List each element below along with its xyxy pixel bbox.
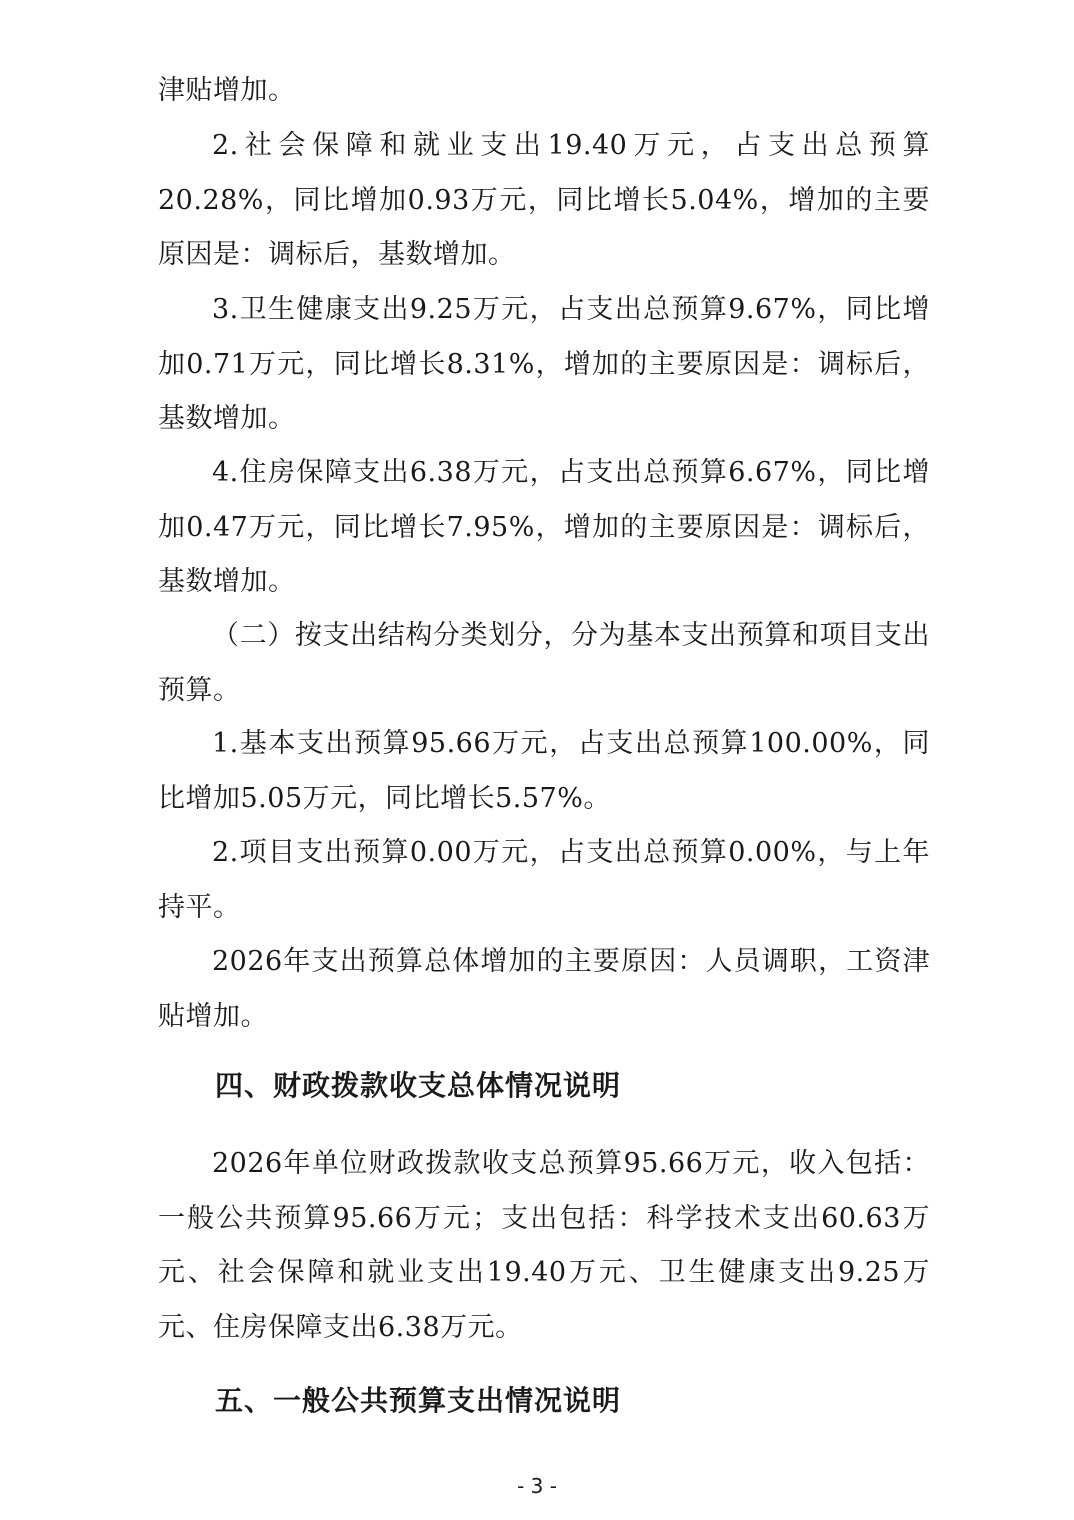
paragraph-structure: （二）按支出结构分类划分，分为基本支出预算和项目支出预算。 [158, 620, 930, 706]
section-heading-general-budget: 五、一般公共预算支出情况说明 [215, 1384, 622, 1417]
paragraph-housing: 4.住房保障支出6.38万元，占支出总预算6.67%，同比增加0.47万元，同比增长7.95%，增加的主要原因是：调标后，基数增加。 [158, 457, 930, 597]
paragraph-project-budget: 2.项目支出预算0.00万元，占支出总预算0.00%，与上年持平。 [158, 837, 930, 923]
paragraph-health: 3.卫生健康支出9.25万元，占支出总预算9.67%，同比增加0.71万元，同比增长8.31%，增加的主要原因是：调标后，基数增加。 [158, 294, 930, 434]
paragraph-social-security: 2.社会保障和就业支出19.40万元，占支出总预算20.28%，同比增加0.93万元，同比增长5.04%，增加的主要原因是：调标后，基数增加。 [158, 130, 930, 270]
section-heading-fiscal-funds: 四、财政拨款收支总体情况说明 [215, 1069, 622, 1102]
paragraph-overall-reason: 2026年支出预算总体增加的主要原因：人员调职，工资津贴增加。 [158, 946, 930, 1032]
page-number: - 3 - [517, 1474, 557, 1498]
paragraph-fiscal-summary: 2026年单位财政拨款收支总预算95.66万元，收入包括：一般公共预算95.66万元；支出包括：科学技术支出60.63万元、社会保障和就业支出19.40万元、卫生健康支出9.25万元、住房保障支出6.38万元。 [158, 1148, 930, 1343]
paragraph-basic-budget: 1.基本支出预算95.66万元，占支出总预算100.00%，同比增加5.05万元，同比增长5.57%。 [158, 728, 930, 814]
paragraph-continuation: 津贴增加。 [158, 75, 296, 106]
